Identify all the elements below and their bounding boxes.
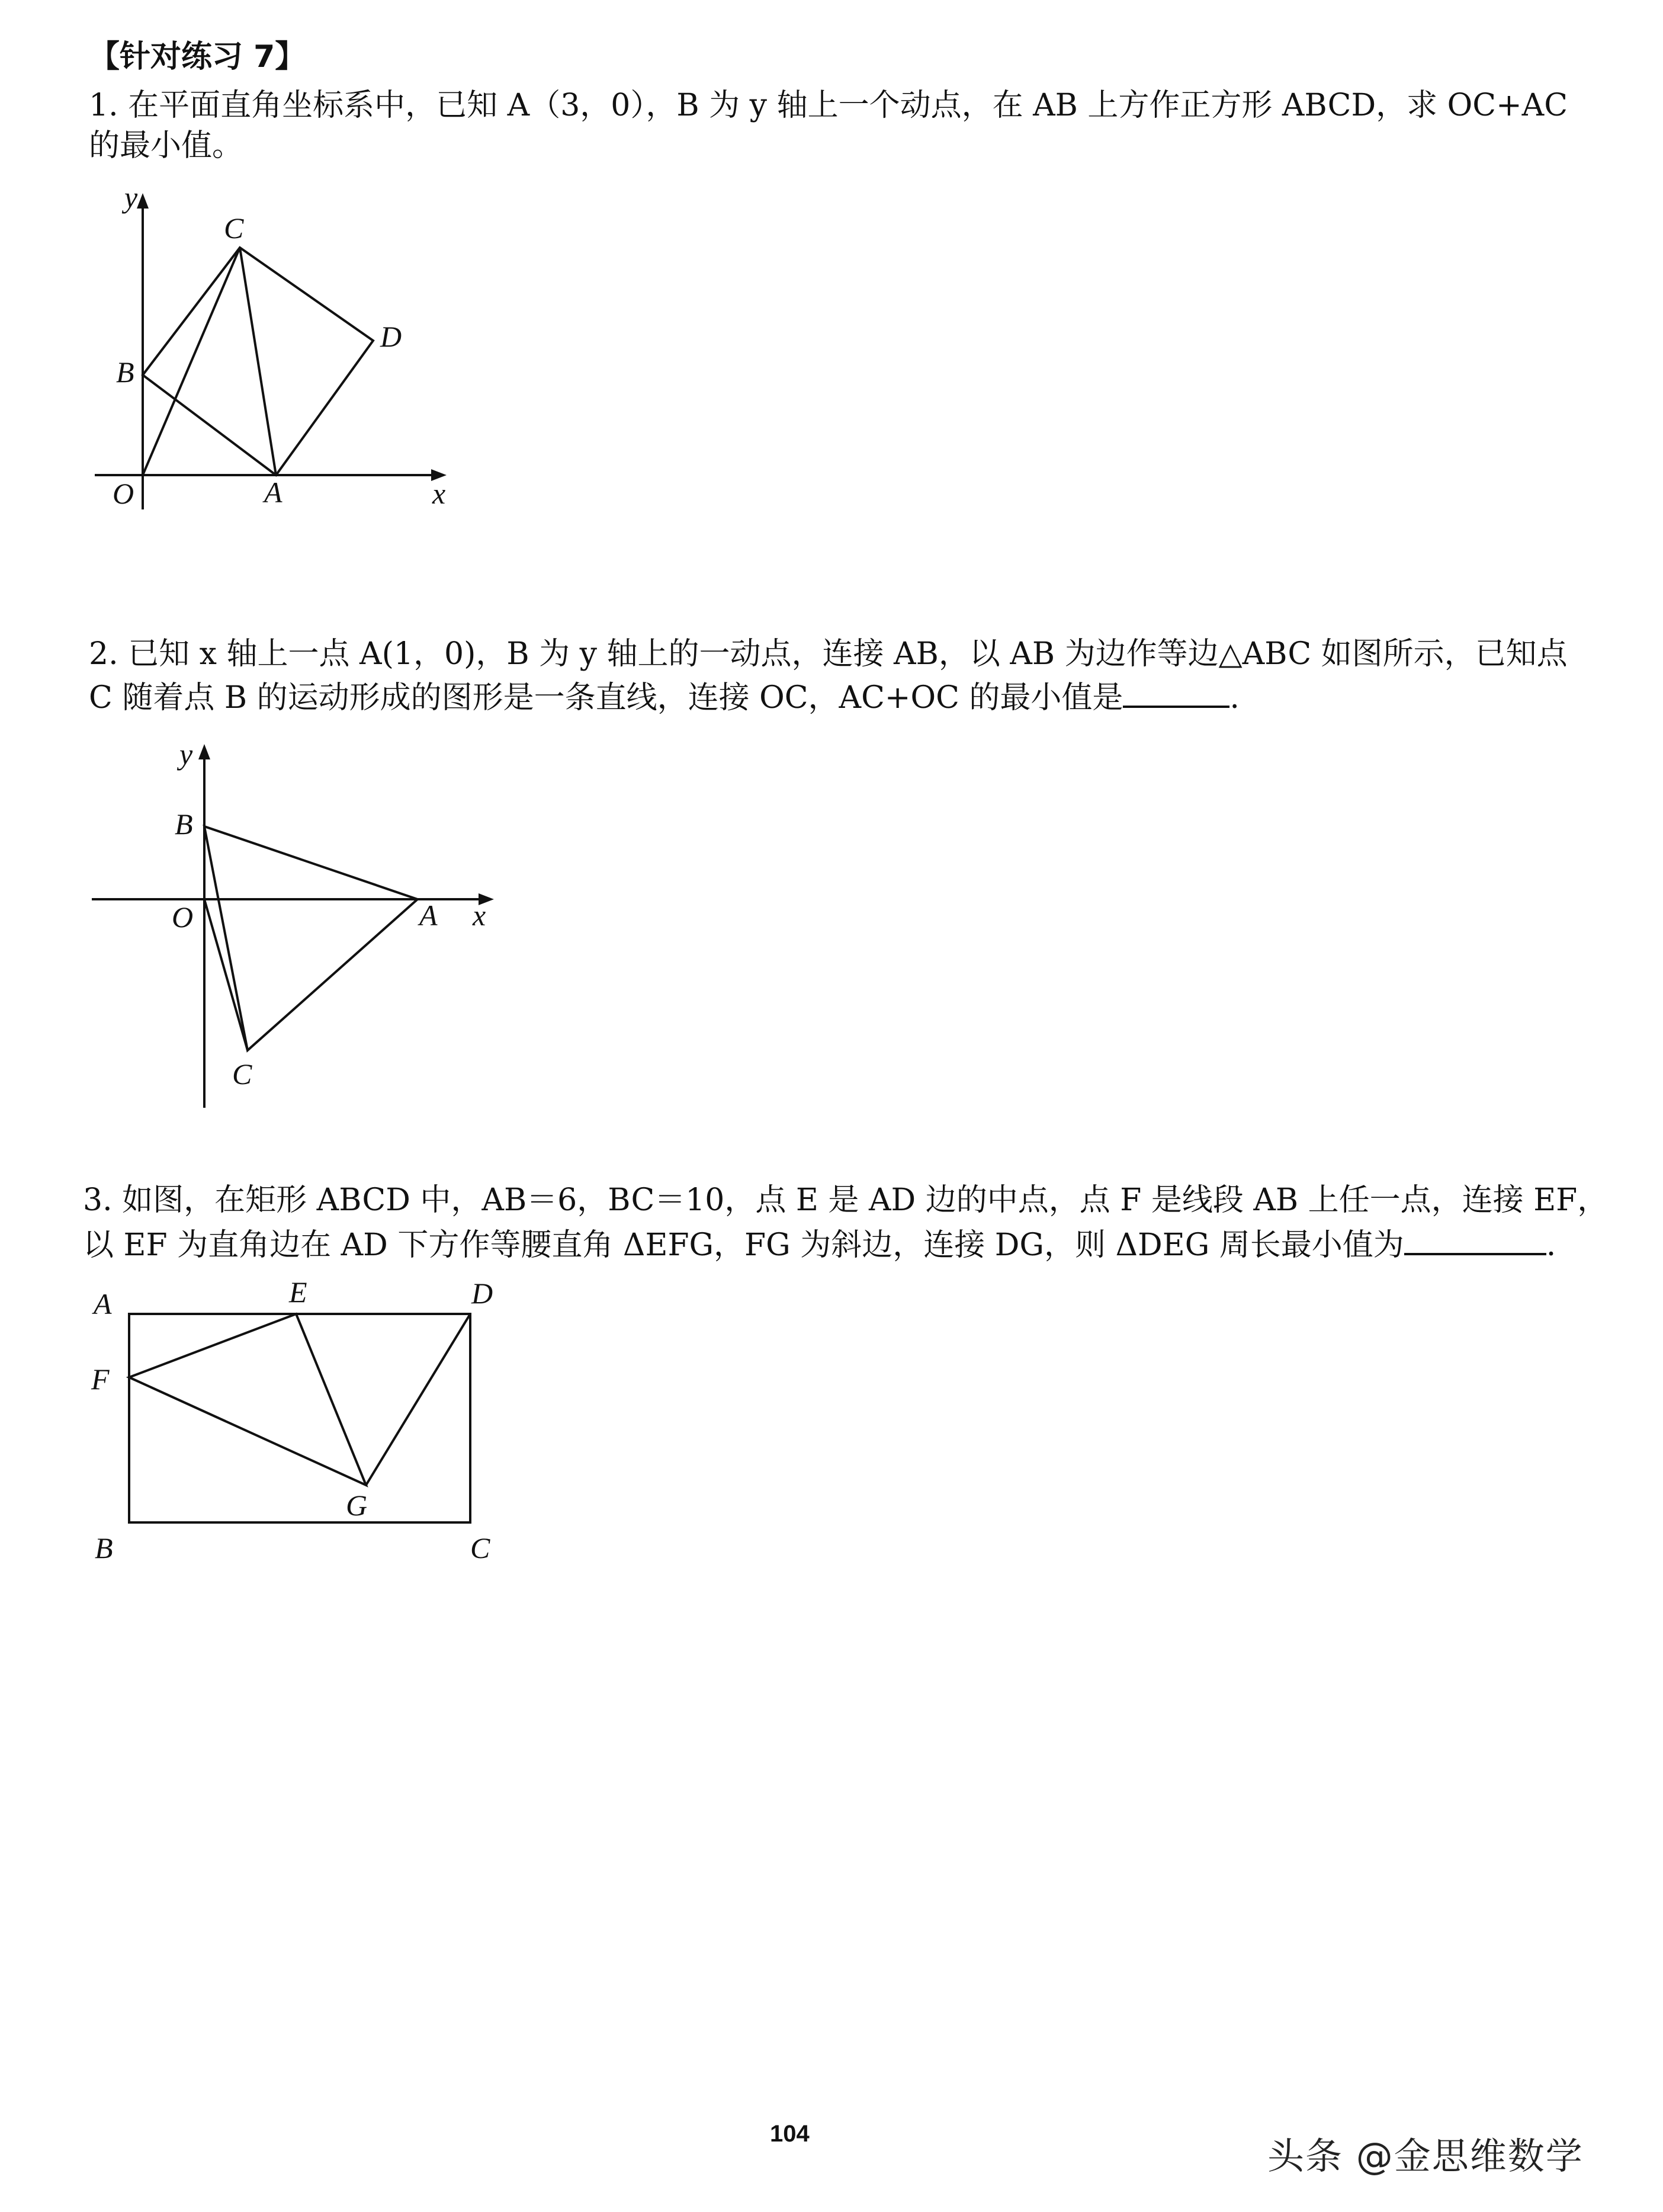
label-a: A xyxy=(419,899,438,932)
label-e: E xyxy=(289,1275,307,1309)
segment-oc xyxy=(204,899,248,1050)
segment-ac xyxy=(240,248,276,475)
label-c: C xyxy=(224,211,244,245)
label-x: x xyxy=(473,899,486,932)
label-f: F xyxy=(91,1363,110,1396)
label-d: D xyxy=(380,320,402,353)
label-y: y xyxy=(179,738,193,771)
problem3-line1: 3. 如图，在矩形 ABCD 中，AB＝6，BC＝10，点 E 是 AD 边的中点，点 F 是线段 AB 上任一点，连接 EF， xyxy=(83,1182,1609,1218)
problem1-line1: 1. 在平面直角坐标系中，已知 A（3，0），B 为 y 轴上一个动点，在 AB 上方作正方形 ABCD，求 OC+AC xyxy=(89,88,1568,123)
triangle-efg xyxy=(129,1314,366,1485)
label-x: x xyxy=(432,477,446,510)
label-a: A xyxy=(94,1287,112,1320)
label-y: y xyxy=(124,181,138,214)
problem2-line1: 2. 已知 x 轴上一点 A(1，0)，B 为 y 轴上的一动点，连接 AB，以 AB 为边作等边△ABC 如图所示，已知点 xyxy=(89,636,1568,672)
watermark: 头条 @金思维数学 xyxy=(1267,2134,1584,2178)
label-b: B xyxy=(175,807,193,841)
y-arrow xyxy=(198,744,210,759)
label-o: O xyxy=(113,477,134,510)
problem2-figure xyxy=(83,735,509,1126)
problem2-period: . xyxy=(1229,680,1240,716)
segment-dg xyxy=(366,1314,470,1485)
y-arrow xyxy=(137,193,149,209)
problem3-line2: 以 EF 为直角边在 AD 下方作等腰直角 ΔEFG，FG 为斜边，连接 DG，则 ΔDEG 周长最小值为 xyxy=(83,1227,1404,1263)
label-o: O xyxy=(172,900,194,934)
segment-oc xyxy=(143,248,240,475)
label-d: D xyxy=(471,1277,493,1310)
problem3-period: . xyxy=(1546,1227,1556,1263)
page-number: 104 xyxy=(770,2121,810,2147)
problem3-answer-blank[interactable] xyxy=(1404,1223,1546,1255)
problem2-line2-wrap xyxy=(89,675,1240,720)
label-c: C xyxy=(232,1057,252,1091)
problem3-figure xyxy=(83,1268,533,1576)
label-b: B xyxy=(95,1531,113,1565)
section-heading: 【针对练习 7】 xyxy=(89,39,306,75)
problem2-answer-blank[interactable] xyxy=(1123,676,1229,708)
rectangle-abcd xyxy=(129,1314,470,1522)
problem3-line2-wrap xyxy=(83,1223,1556,1268)
problem1-figure xyxy=(89,178,468,533)
label-b: B xyxy=(116,355,134,389)
label-c: C xyxy=(470,1531,490,1565)
label-a: A xyxy=(264,476,282,509)
label-g: G xyxy=(346,1489,368,1522)
problem1-line2: 的最小值。 xyxy=(89,128,243,164)
problem2-line2: C 随着点 B 的运动形成的图形是一条直线，连接 OC，AC+OC 的最小值是 xyxy=(89,680,1123,716)
triangle-abc xyxy=(204,826,418,1050)
